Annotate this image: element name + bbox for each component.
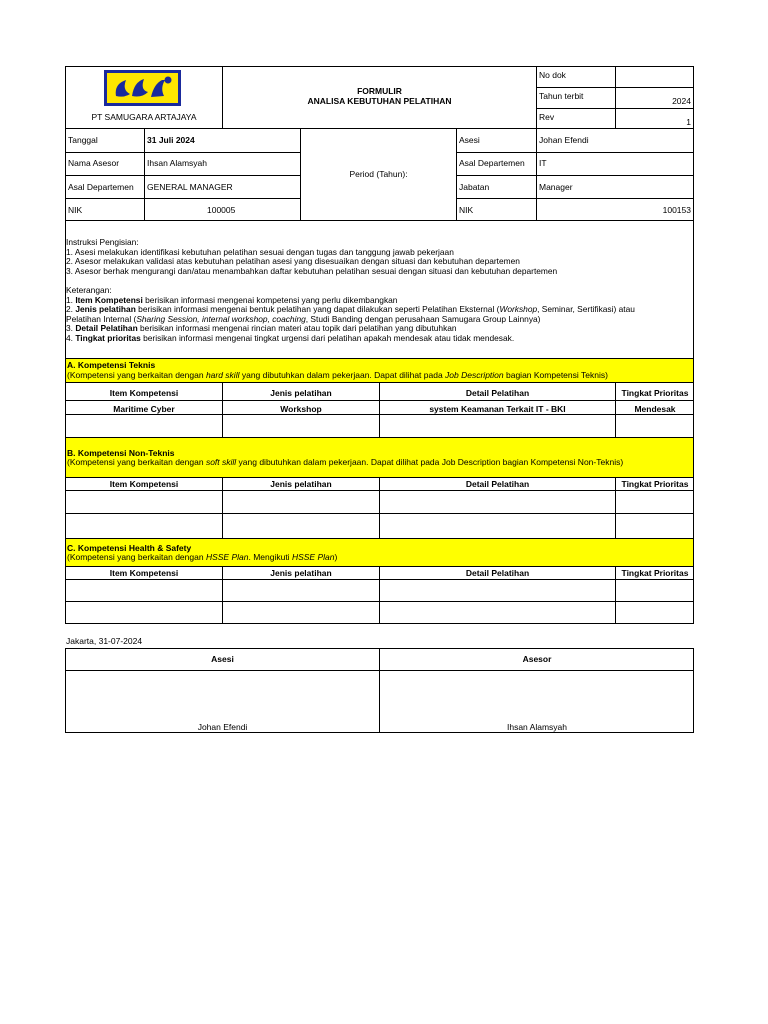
nik-value[interactable]: 100005 <box>207 205 236 215</box>
section-c-header <box>65 538 694 567</box>
place-date: Jakarta, 31-07-2024 <box>66 636 143 646</box>
note-item: 3. Detail Pelatihan berisikan informasi mengenai rincian materi atau topik dari pelatihan yang dibutuhkan <box>66 323 457 334</box>
rev-value: 1 <box>686 117 691 127</box>
asesi-signature-label: Asesi <box>211 654 234 664</box>
note-item-continued: Pelatihan Internal (Sharing Session, internal workshop, coaching, Studi Banding dengan perusahaan Samugara Group Lainnya) <box>66 313 541 324</box>
asal-departemen-label: Asal Departemen <box>68 182 134 192</box>
jabatan-value[interactable]: Manager <box>539 182 573 192</box>
instruction-item: 1. Asesi melakukan identifikasi kebutuhan pelatihan sesuai dengan tugas dan tanggung jawab pekerjaan <box>66 246 454 257</box>
col-header-detail: Detail Pelatihan <box>465 479 530 489</box>
col-header-jenis: Jenis pelatihan <box>270 568 332 578</box>
asesi-label: Asesi <box>459 135 480 145</box>
note-item: 4. Tingkat prioritas berisikan informasi mengenai tingkat urgensi dari pelatihan apakah mendesak atau tidak mendesak. <box>66 332 515 343</box>
company-logo <box>104 70 181 106</box>
tahun-terbit-value: 2024 <box>672 96 691 106</box>
col-header-item: Item Kompetensi <box>109 568 179 578</box>
col-header-prioritas: Tingkat Prioritas <box>621 568 689 578</box>
tanggal-label: Tanggal <box>68 135 98 145</box>
asesi-departemen-label: Asal Departemen <box>459 158 525 168</box>
note-item: 2. Jenis pelatihan berisikan informasi mengenai bentuk pelatihan yang dapat dilakukan seperti Pelatihan Eksternal (Workshop, Seminar, Sertifikasi) atau <box>66 304 635 315</box>
section-a-title: A. Kompetensi Teknis <box>67 360 156 370</box>
section-c-desc: (Kompetensi yang berkaitan dengan HSSE Plan. Mengikuti HSSE Plan) <box>67 552 338 562</box>
table-cell-jenis[interactable]: Workshop <box>280 404 322 414</box>
col-header-item: Item Kompetensi <box>109 388 179 398</box>
table-cell-detail[interactable]: system Keamanan Terkait IT - BKI <box>429 404 566 414</box>
col-header-prioritas: Tingkat Prioritas <box>621 479 689 489</box>
nik-label: NIK <box>68 205 83 215</box>
asal-departemen-value[interactable]: GENERAL MANAGER <box>147 182 233 192</box>
nama-asesor-value[interactable]: Ihsan Alamsyah <box>147 158 208 168</box>
section-b-desc: (Kompetensi yang berkaitan dengan soft skill yang dibutuhkan dalam pekerjaan. Dapat dilihat pada Job Description bagian Kompetensi Non-Teknis) <box>67 457 624 467</box>
asesor-signature-label: Asesor <box>522 654 552 664</box>
rev-label: Rev <box>539 112 555 122</box>
asesi-signature-name: Johan Efendi <box>197 722 248 732</box>
col-header-jenis: Jenis pelatihan <box>270 388 332 398</box>
asesi-nik-label: NIK <box>459 205 474 215</box>
col-header-detail: Detail Pelatihan <box>465 388 530 398</box>
jabatan-label: Jabatan <box>459 182 490 192</box>
asesi-nik-value[interactable]: 100153 <box>662 205 691 215</box>
instruction-item: 3. Asesor berhak mengurangi dan/atau menambahkan daftar kebutuhan pelatihan sesuai dengan situasi dan kebutuhan departemen <box>66 265 558 276</box>
tahun-terbit-label: Tahun terbit <box>539 91 584 101</box>
no-dok-label: No dok <box>539 70 566 80</box>
col-header-item: Item Kompetensi <box>109 479 179 489</box>
company-name: PT SAMUGARA ARTAJAYA <box>91 112 197 122</box>
asesor-signature-name: Ihsan Alamsyah <box>506 722 567 732</box>
period-label: Period (Tahun): <box>349 169 408 179</box>
nama-asesor-label: Nama Asesor <box>68 158 120 168</box>
instructions-title: Instruksi Pengisian: <box>66 237 139 247</box>
no-dok-value <box>616 68 694 72</box>
form-title: FORMULIR <box>357 86 402 96</box>
section-b-header <box>65 437 694 478</box>
asesi-departemen-value[interactable]: IT <box>539 158 547 168</box>
table-cell-prioritas[interactable]: Mendesak <box>634 404 676 414</box>
table-cell-item[interactable]: Maritime Cyber <box>113 404 175 414</box>
asesi-value[interactable]: Johan Efendi <box>539 135 589 145</box>
section-b-title: B. Kompetensi Non-Teknis <box>67 448 175 458</box>
note-item: 1. Item Kompetensi berisikan informasi mengenai kompetensi yang perlu dikembangkan <box>66 294 398 305</box>
notes-title: Keterangan: <box>66 284 112 295</box>
section-a-header <box>65 358 694 383</box>
tanggal-value[interactable]: 31 Juli 2024 <box>147 135 195 145</box>
instruction-item: 2. Asesor melakukan validasi atas kebutuhan pelatihan asesi yang disesuaikan dengan situasi dan kebutuhan departemen <box>66 256 520 267</box>
section-a-desc: (Kompetensi yang berkaitan dengan hard skill yang dibutuhkan dalam pekerjaan. Dapat dilihat pada Job Description bagian Kompetensi Teknis) <box>67 370 608 380</box>
form-subtitle: ANALISA KEBUTUHAN PELATIHAN <box>307 96 452 106</box>
instructions-text <box>66 238 693 344</box>
section-c-title: C. Kompetensi Health & Safety <box>67 543 192 553</box>
col-header-detail: Detail Pelatihan <box>465 568 530 578</box>
col-header-prioritas: Tingkat Prioritas <box>621 388 689 398</box>
col-header-jenis: Jenis pelatihan <box>270 479 332 489</box>
